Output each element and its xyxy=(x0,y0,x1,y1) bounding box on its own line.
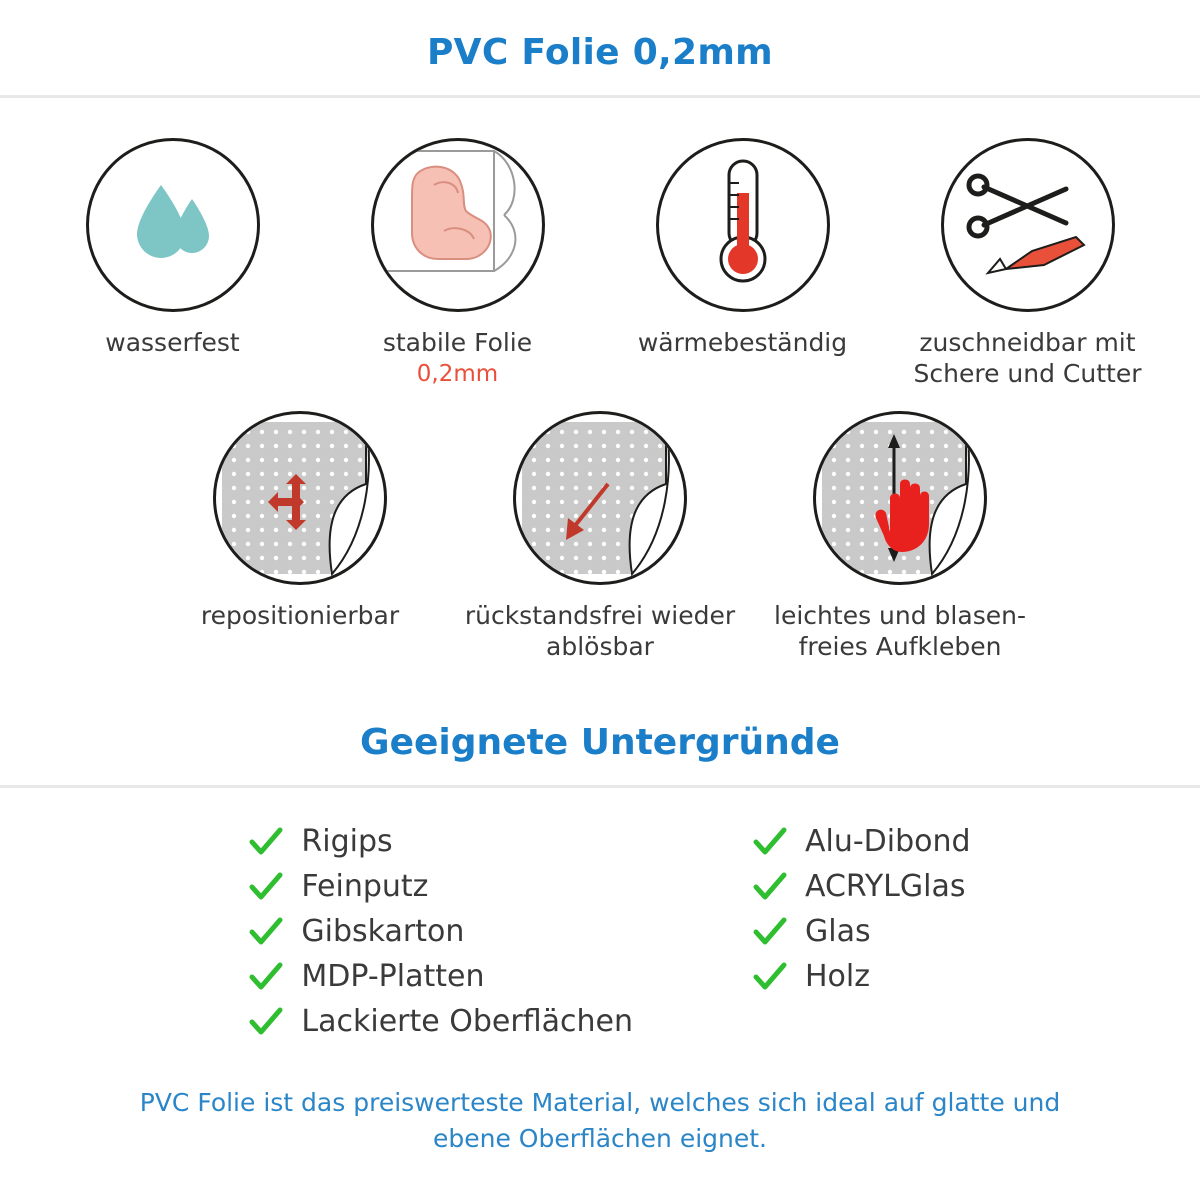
check-icon xyxy=(753,872,787,902)
list-item xyxy=(249,824,633,859)
list-item-label: Glas xyxy=(804,914,871,949)
feature-label: leichtes und blasen- freies Aufkleben xyxy=(774,601,1026,661)
feature-wasserfest xyxy=(30,138,315,359)
strong-arm-icon xyxy=(374,141,542,309)
scissors-cutter-icon xyxy=(944,141,1112,309)
feature-label: zuschneidbar mit Schere und Cutter xyxy=(913,328,1142,388)
list-item xyxy=(249,1004,633,1039)
substrate-column-left xyxy=(249,824,633,1039)
feature-icon-circle xyxy=(813,411,987,585)
feature-row-1 xyxy=(0,138,1200,389)
list-item xyxy=(753,824,971,859)
list-item xyxy=(753,914,971,949)
feature-icon-circle xyxy=(941,138,1115,312)
feature-icon-circle xyxy=(371,138,545,312)
feature-icon-circle xyxy=(213,411,387,585)
feature-zuschneidbar xyxy=(885,138,1170,389)
reposition-arrows-icon xyxy=(216,414,384,582)
list-item xyxy=(249,869,633,904)
check-icon xyxy=(249,1007,283,1037)
feature-label: rückstandsfrei wieder ablösbar xyxy=(464,601,736,661)
feature-sublabel: 0,2mm xyxy=(416,360,499,387)
section-title-untergruende: Geeignete Untergründe xyxy=(360,722,840,763)
check-icon xyxy=(249,962,283,992)
list-item-label: Holz xyxy=(804,959,870,994)
feature-stabile-folie xyxy=(315,138,600,387)
check-icon xyxy=(753,827,787,857)
list-item-label: ACRYLGlas xyxy=(804,869,966,904)
feature-rueckstandsfrei xyxy=(450,411,750,662)
feature-label: wärmebeständig xyxy=(637,328,848,357)
hand-smoothing-icon xyxy=(816,414,984,582)
list-item-label: Alu-Dibond xyxy=(804,824,971,859)
feature-label: repositionierbar xyxy=(200,601,400,630)
feature-icon-circle xyxy=(513,411,687,585)
header xyxy=(0,0,1200,73)
peel-off-arrow-icon xyxy=(516,414,684,582)
divider-top xyxy=(0,95,1200,98)
thermometer-icon xyxy=(659,141,827,309)
feature-row-2 xyxy=(0,411,1200,662)
divider-middle xyxy=(0,785,1200,788)
feature-aufkleben xyxy=(750,411,1050,662)
check-icon xyxy=(249,872,283,902)
list-item-label: Gibskarton xyxy=(301,914,465,949)
water-drops-icon xyxy=(89,141,257,309)
feature-icon-circle xyxy=(86,138,260,312)
check-icon xyxy=(249,917,283,947)
footnote-text: PVC Folie ist das preiswerteste Material, welches sich ideal auf glatte und ebene Oberflächen eignet. xyxy=(139,1088,1061,1154)
cutter-knife xyxy=(988,237,1084,273)
list-item-label: Rigips xyxy=(301,824,393,859)
feature-icon-circle xyxy=(656,138,830,312)
feature-repositionierbar xyxy=(150,411,450,632)
check-icon xyxy=(753,962,787,992)
page-title: PVC Folie 0,2mm xyxy=(427,32,773,73)
substrate-column-right xyxy=(753,824,971,1039)
list-item xyxy=(249,959,633,994)
feature-waermebestaendig xyxy=(600,138,885,359)
list-item xyxy=(249,914,633,949)
list-item-label: Lackierte Oberflächen xyxy=(301,1004,633,1039)
list-item xyxy=(753,869,971,904)
feature-label: wasserfest xyxy=(105,328,240,357)
list-item xyxy=(753,959,971,994)
check-icon xyxy=(249,827,283,857)
feature-label: stabile Folie xyxy=(382,328,533,357)
substrate-list xyxy=(0,824,1200,1039)
check-icon xyxy=(753,917,787,947)
list-item-label: MDP-Platten xyxy=(301,959,485,994)
list-item-label: Feinputz xyxy=(301,869,429,904)
